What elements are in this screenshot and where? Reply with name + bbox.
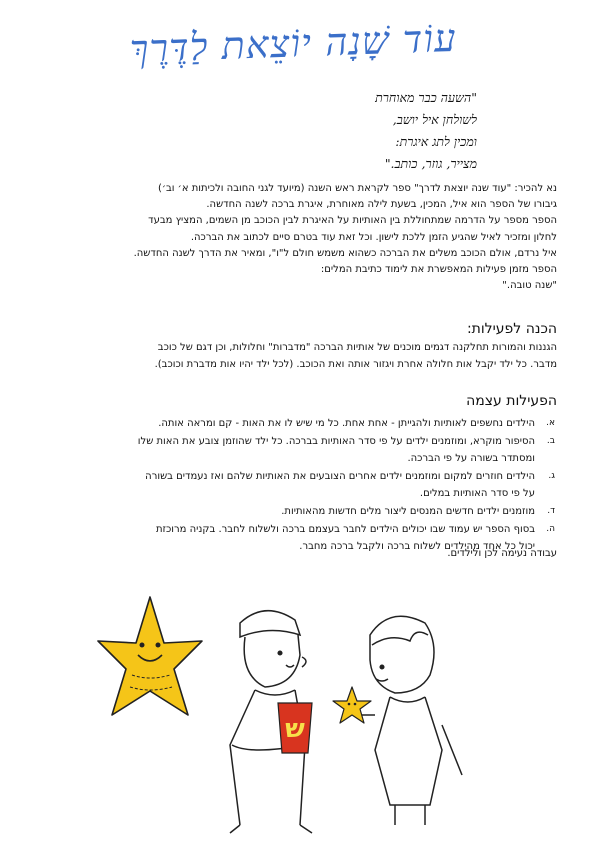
list-marker: ה. [546,524,555,534]
intro-line: לחלון ומזכיר לאיל שהגיע הזמן ללכת לישון. וכל זאת עוד בטרם סיים לכתוב את הברכה. [190,231,557,243]
activity-heading: הפעילות עצמה [466,393,557,409]
list-item-line: יכול כל אחד מהילדים לשלוח ברכה ולקבל ברכה מחבר. [299,541,535,552]
intro-line: הספר מזמן פעילות המאפשרת את לימוד כתיבת המלים: [320,264,557,276]
poem-line: מצייר, גוזר, כותב." [384,156,477,171]
list-item-line: בסוף הספר יש עמוד שבו יכולים הילדים לחבר בעצמם ברכה ולשלוח לחבר. בקניה מרוכזת [155,524,535,535]
star-character-icon [98,597,202,715]
poem-line: "השעה כבר מאוחרת [375,90,477,105]
list-marker: ד. [547,506,555,516]
list-item-line: מוזמנים ילדים חדשים המנסים ליצור מלים חדשות מהאותיות. [281,506,535,517]
list-item-line: הילדים נחשפים לאותיות ולהגייתן - אחת אחת. כל מי שיש לו את האות - קם ומראה אותה. [158,418,535,429]
list-item-line: ומסתדר בשורה על פי הברכה. [407,453,535,464]
list-item-line: הילדים חוזרים למקום ומוזמנים ילדים אחרים הצובעים את האותיות שלהם ואז נעמדים בשורה [145,471,535,482]
prep-paragraph [40,340,557,373]
poem-line: לשולחן איל יושב, [392,112,477,127]
intro-line: הספר מספר על הדרמה שמתחוללת בין האותיות על האיגרת לבין הכוכב מן השמים, המציץ מבעד [148,215,557,227]
poem [237,87,477,175]
list-item [40,503,557,520]
intro-paragraph [40,181,557,294]
poem-line: ומכין לתג איגרת: [395,134,477,149]
intro-line: "שנה טובה." [502,280,557,292]
list-item [40,433,557,467]
list-item-line: הסיפור מוקרא, ומוזמנים ילדים על פי סדר האותיות בברכה. כל ילד שהוזמן צובע את האות שלו [137,436,535,447]
page-title: עוֹד שָׁנָה יוֹצֵאת לַדֶּרֶךְ [129,15,458,72]
prep-line: הגננות והמורות תחלקנה דגמים מוכנים של אותיות הברכה "מדברות" וחלולות, וכן דגם של כוכב [157,342,557,353]
activity-list [40,415,557,556]
intro-line: איל נרדם, אולם הכוכב משלים את הברכה כשהוא משמש חולם ל"ו", ומאיר את הדרך לשנה החדשה. [133,247,557,259]
list-marker: א. [546,418,555,428]
list-item [40,468,557,502]
intro-line: נא להכיר: "עוד שנה יוצאת לדרך" ספר לקראת ראש השנה (מיועד לגני החובה ולכיתות א׳ וב׳) [157,183,557,194]
illustration [90,575,520,837]
list-item [40,415,557,432]
closing-line: עבודה נעימה לכן ולילדים. [447,548,557,559]
girl-figure-icon [362,616,462,825]
small-star-icon [333,687,371,723]
letter-cup-icon [278,703,312,753]
prep-line: מדבר. כל ילד יקבל אות חלולה אחרת ויגזור אותה ואת הכוכב. (לכל ילד יהיו אות מדברת וכוכב). [154,358,557,370]
list-marker: ב. [546,436,555,446]
list-item-line: על פי סדר האותיות במלים. [419,488,535,499]
prep-heading: הכנה לפעילות: [466,321,557,337]
intro-line: גיבורו של הספר הוא איל, המכין, בשעת לילה מאוחרת, איגרת ברכה לשנה החדשה. [206,199,557,211]
list-marker: ג. [548,471,555,481]
cup-letter: ש [285,714,305,744]
